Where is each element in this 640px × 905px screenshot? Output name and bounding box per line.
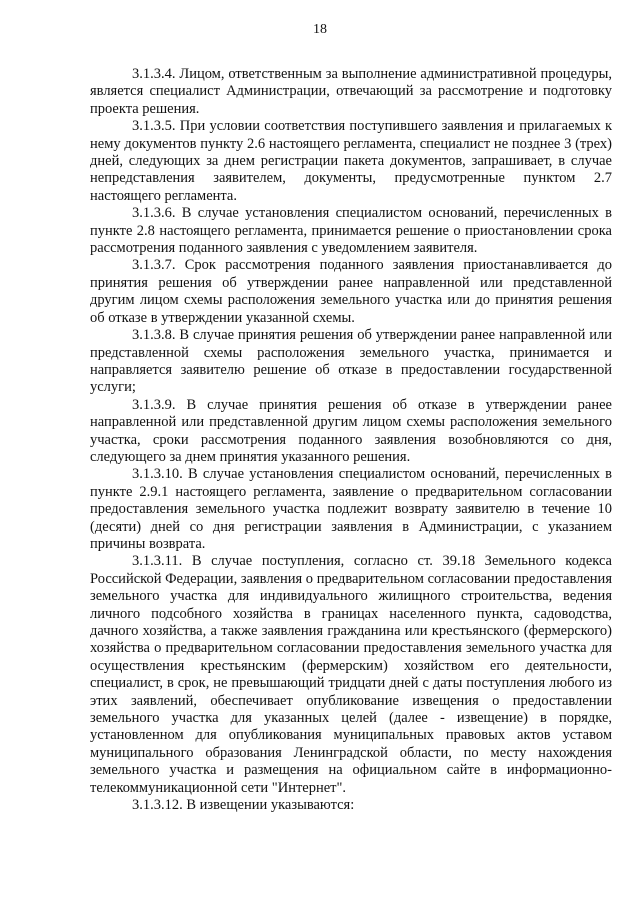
paragraph-3-1-3-4: 3.1.3.4. Лицом, ответственным за выполнение административной процедуры, является специалист Администрации, отвечающий за рассмотрение и подготовку проекта решения. <box>90 66 612 117</box>
paragraph-3-1-3-11: 3.1.3.11. В случае поступления, согласно ст. 39.18 Земельного кодекса Российской Федерации, заявления о предварительном согласовании предоставления земельного участка для индивидуального жилищного строительства, ведения личного подсобного хозяйства в границах населенного пункта, садоводства, дачного хозяйства, а также заявления гражданина или крестьянского (фермерского) хозяйства о предварительном согласовании предоставления земельного участка для осуществления крестьянским (фермерским) хозяйством его деятельности, специалист, в срок, не превышающий тридцати дней с даты поступления любого из этих заявлений, обеспечивает опубликование извещения о предоставлении земельного участка для указанных целей (далее - извещение) в порядке, установленном для опубликования муниципальных правовых актов уставом муниципального образования Ленинградской области, по месту нахождения земельного участка и размещения на официальном сайте в информационно-телекоммуникационной сети "Интернет". <box>90 553 612 796</box>
paragraph-3-1-3-9: 3.1.3.9. В случае принятия решения об отказе в утверждении ранее направленной или представленной другим лицом схемы расположения земельного участка, сроки рассмотрения поданного заявления возобновляются со дня, следующего за днем принятия указанного решения. <box>90 396 612 465</box>
paragraph-3-1-3-8: 3.1.3.8. В случае принятия решения об утверждении ранее направленной или представленной схемы расположения земельного участка, принимается и направляется заявителю решение об отказе в предоставлении государственной услуги; <box>90 327 612 396</box>
paragraph-3-1-3-5: 3.1.3.5. При условии соответствия поступившего заявления и прилагаемых к нему документов пункту 2.6 настоящего регламента, специалист не позднее 3 (трех) дней, следующих за днем регистрации пакета документов, запрашивает, в случае непредставления заявителем, документы, предусмотренные пунктом 2.7 настоящего регламента. <box>90 118 612 204</box>
paragraph-3-1-3-6: 3.1.3.6. В случае установления специалистом оснований, перечисленных в пункте 2.8 настоящего регламента, принимается решение о приостановлении срока рассмотрения поданного заявления с уведомлением заявителя. <box>90 205 612 257</box>
paragraph-3-1-3-10: 3.1.3.10. В случае установления специалистом оснований, перечисленных в пункте 2.9.1 настоящего регламента, заявление о предварительном согласовании предоставления земельного участка подлежит возврату заявителю в течение 10 (десяти) дней со дня регистрации заявления в Администрации, с указанием причины возврата. <box>90 466 612 552</box>
paragraph-3-1-3-7: 3.1.3.7. Срок рассмотрения поданного заявления приостанавливается до принятия решения об утверждении ранее направленной или представленной другим лицом схемы расположения земельного участка или до принятия решения об отказе в утверждении указанной схемы. <box>90 257 612 326</box>
paragraph-3-1-3-12: 3.1.3.12. В извещении указываются: <box>132 797 355 814</box>
document-body <box>90 66 612 814</box>
page-number: 18 <box>313 22 327 37</box>
